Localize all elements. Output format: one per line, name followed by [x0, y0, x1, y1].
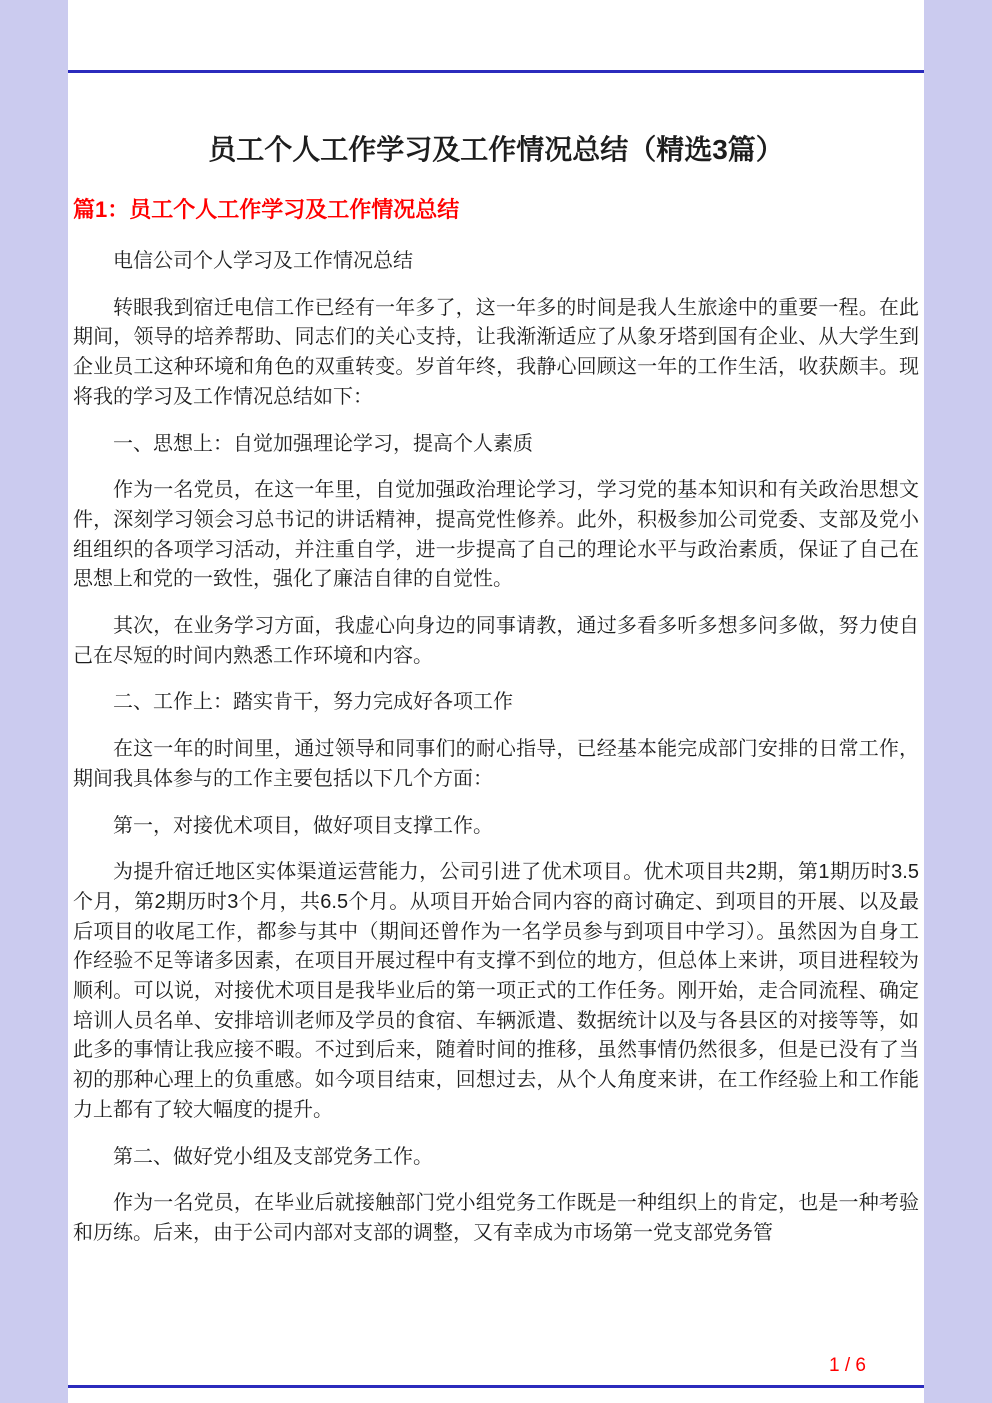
paragraph: 第一，对接优术项目，做好项目支撑工作。 — [113, 814, 493, 837]
paragraph: 电信公司个人学习及工作情况总结 — [113, 250, 413, 272]
paragraph: 其次，在业务学习方面，我虚心向身边的同事请教，通过多看多听多想多问多做，努力使自己在尽短的时间内熟悉工作环境和内容。 — [73, 615, 919, 667]
document-title: 员工个人工作学习及工作情况总结（精选3篇） — [208, 134, 784, 165]
document-body — [73, 247, 919, 1249]
section-heading: 篇1：员工个人工作学习及工作情况总结 — [73, 197, 460, 222]
paragraph: 作为一名党员，在这一年里，自觉加强政治理论学习，学习党的基本知识和有关政治思想文件，深刻学习领会习总书记的讲话精神，提高党性修养。此外，积极参加公司党委、支部及党小组组织的各项学习活动，并注重自学，进一步提高了自己的理论水平与政治素质，保证了自己在思想上和党的一致性，强化了廉洁自律的自觉性。 — [73, 479, 919, 591]
paragraph: 一、思想上：自觉加强理论学习，提高个人素质 — [113, 432, 533, 455]
paragraph: 在这一年的时间里，通过领导和同事们的耐心指导，已经基本能完成部门安排的日常工作，期间我具体参与的工作主要包括以下几个方面： — [73, 738, 919, 790]
document-page — [68, 0, 924, 1403]
paragraph: 二、工作上：踏实肯干，努力完成好各项工作 — [113, 691, 513, 714]
paragraph: 转眼我到宿迁电信工作已经有一年多了，这一年多的时间是我人生旅途中的重要一程。在此期间，领导的培养帮助、同志们的关心支持，让我渐渐适应了从象牙塔到国有企业、从大学生到企业员工这种环境和角色的双重转变。岁首年终，我静心回顾这一年的工作生活，收获颇丰。现将我的学习及工作情况总结如下： — [73, 296, 919, 408]
paragraph: 作为一名党员，在毕业后就接触部门党小组党务工作既是一种组织上的肯定，也是一种考验和历练。后来，由于公司内部对支部的调整，又有幸成为市场第一党支部党务管 — [73, 1192, 919, 1244]
header-rule — [68, 70, 924, 73]
footer-rule — [68, 1385, 924, 1388]
paragraph: 第二、做好党小组及支部党务工作。 — [113, 1145, 433, 1168]
page-indicator: 1 / 6 — [829, 1355, 866, 1376]
paragraph: 为提升宿迁地区实体渠道运营能力，公司引进了优术项目。优术项目共2期，第1期历时3.5个月，第2期历时3个月，共6.5个月。从项目开始合同内容的商讨确定、到项目的开展、以及最后项目的收尾工作，都参与其中（期间还曾作为一名学员参与到项目中学习）。虽然因为自身工作经验不足等诸多因素，在项目开展过程中有支撑不到位的地方，但总体上来讲，项目进程较为顺利。可以说，对接优术项目是我毕业后的第一项正式的工作任务。刚开始，走合同流程、确定培训人员名单、安排培训老师及学员的食宿、车辆派遣、数据统计以及与各县区的对接等等，如此多的事情让我应接不暇。不过到后来，随着时间的推移，虽然事情仍然很多，但是已没有了当初的那种心理上的负重感。如今项目结束，回想过去，从个人角度来讲，在工作经验上和工作能力上都有了较大幅度的提升。 — [73, 861, 919, 1121]
